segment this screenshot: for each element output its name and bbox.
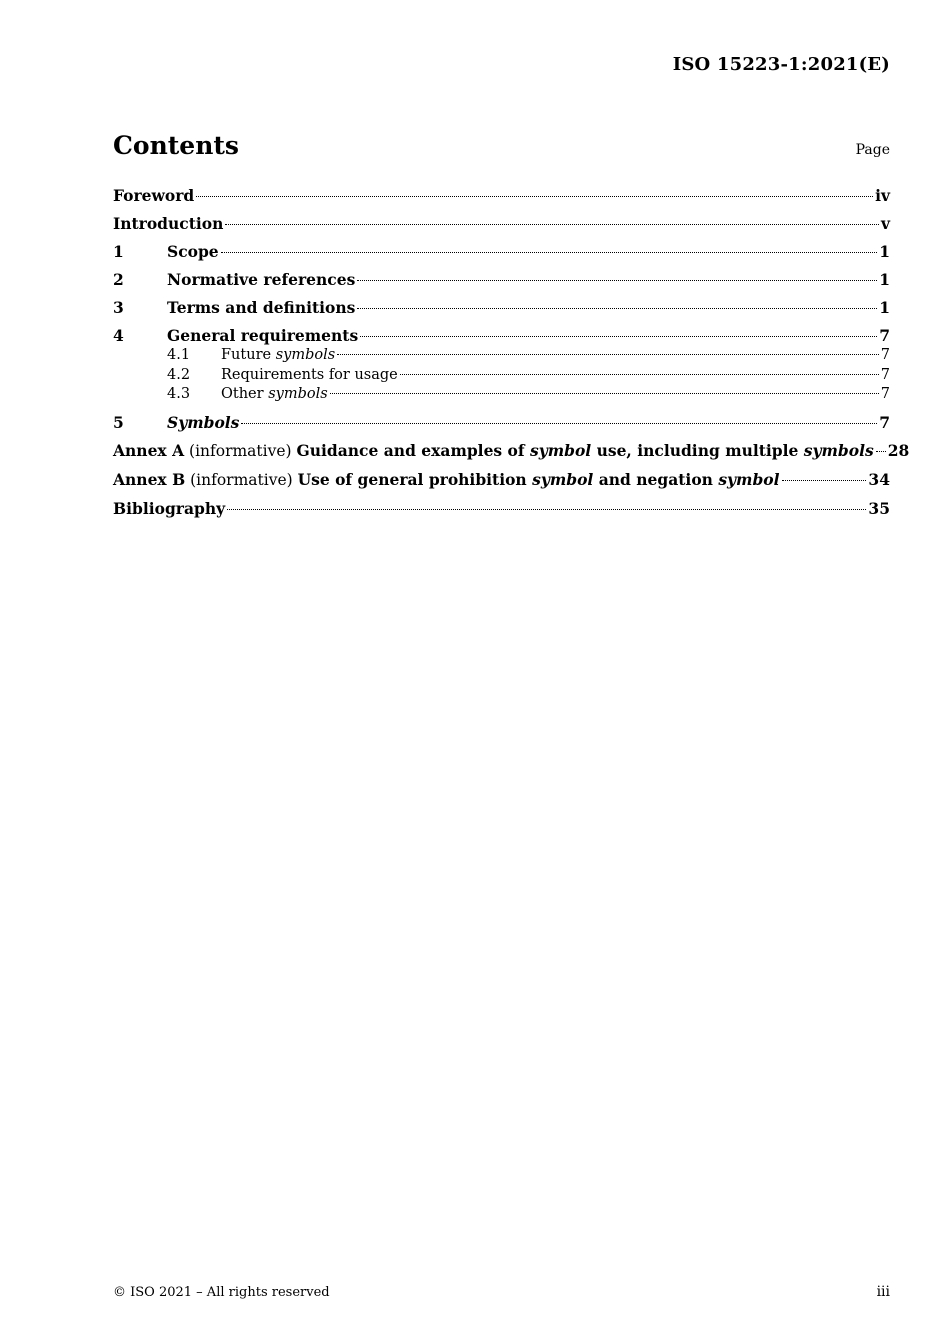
toc-page-number: 28 [887,440,910,460]
toc-entry-requirements-usage[interactable] [113,366,890,386]
dot-leader [221,252,878,253]
dot-leader [400,374,879,375]
toc-entry-annex-b[interactable] [113,469,890,491]
toc-page-number: 34 [868,469,890,489]
dot-leader [227,509,866,510]
toc-title: Symbols [167,412,240,432]
toc-entry-scope[interactable] [113,241,890,262]
dot-leader [330,393,879,394]
toc-entry-future-symbols[interactable] [113,346,890,366]
toc-title: Annex B (informative) Use of general prohibition symbol and negation symbol [113,469,780,489]
toc-number: 5 [113,412,124,432]
toc-page-number: v [880,214,890,233]
toc-page-number: 1 [879,242,890,261]
toc-title: Normative references [167,270,356,289]
toc-number: 4.2 [167,366,191,383]
toc-entry-symbols[interactable] [113,412,890,433]
toc-entry-annex-a[interactable] [113,440,910,462]
toc-page-number: iv [875,186,890,205]
dot-leader [357,308,877,309]
dot-leader [360,336,877,337]
page-number: iii [876,1284,890,1300]
toc-page-number: 7 [879,412,890,432]
toc-title: General requirements [167,326,359,345]
toc-number: 3 [113,298,124,317]
page-title: Contents [113,131,240,160]
toc-entry-terms-definitions[interactable] [113,297,890,318]
toc-entry-bibliography[interactable] [113,498,890,519]
toc-number: 1 [113,242,124,261]
dot-leader [876,451,886,452]
toc-page-number: 35 [868,498,890,518]
toc-entry-introduction[interactable] [113,213,890,234]
toc-title: Future symbols [221,347,336,363]
dot-leader [225,224,879,225]
toc-page-number: 7 [879,326,890,345]
document-id: ISO 15223-1:2021(E) [672,54,890,75]
table-of-contents [113,185,910,526]
toc-title: Bibliography [113,498,226,518]
dot-leader [337,354,879,355]
toc-page-number: 1 [879,270,890,289]
dot-leader [782,480,867,481]
toc-title: Foreword [113,186,195,205]
toc-number: 4.3 [167,386,191,402]
copyright-notice: © ISO 2021 – All rights reserved [113,1285,330,1300]
toc-page-number: 7 [880,386,890,402]
toc-title: Scope [167,242,219,261]
dot-leader [357,280,877,281]
toc-page-number: 7 [880,366,890,383]
toc-number: 4 [113,326,124,345]
dot-leader [196,196,873,197]
toc-title: Requirements for usage [221,366,398,383]
page-column-label: Page [855,142,890,158]
toc-number: 2 [113,270,124,289]
dot-leader [241,423,877,424]
toc-entry-foreword[interactable] [113,185,890,206]
toc-entry-normative-references[interactable] [113,269,890,290]
toc-number: 4.1 [167,347,191,363]
toc-page-number: 7 [880,347,890,363]
toc-title: Terms and definitions [167,298,356,317]
toc-title: Introduction [113,214,224,233]
toc-page-number: 1 [879,298,890,317]
toc-entry-general-requirements[interactable] [113,325,890,346]
toc-title: Annex A (informative) Guidance and examples of symbol use, including multiple symbols [113,440,874,460]
toc-title: Other symbols [221,386,328,402]
toc-entry-other-symbols[interactable] [113,385,890,405]
